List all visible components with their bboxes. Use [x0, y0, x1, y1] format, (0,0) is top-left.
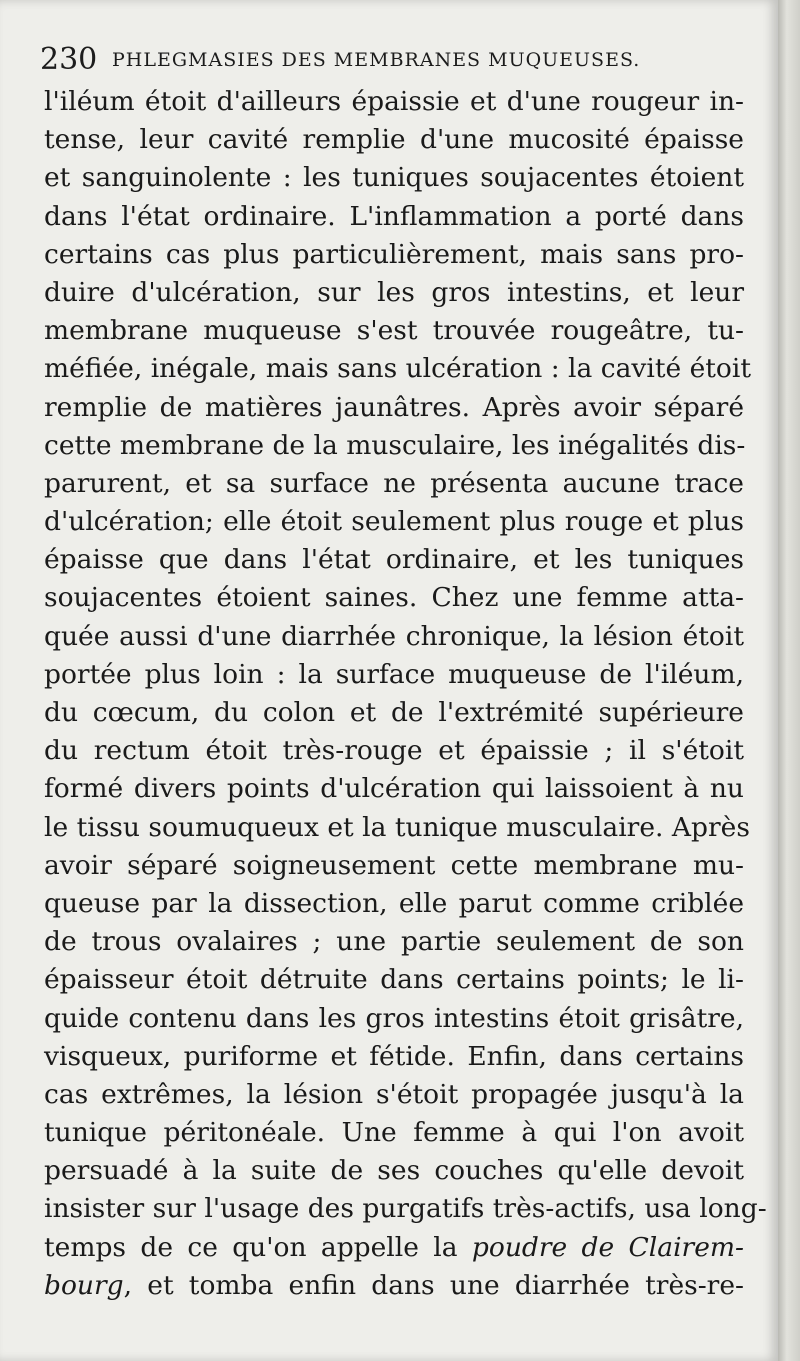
running-head: PHLEGMASIES DES MEMBRANES MUQUEUSES. [112, 49, 641, 71]
text-line: avoir séparé soigneusement cette membrane mu- [44, 849, 744, 881]
text-line: tense, leur cavité remplie d'une mucosité épaisse [44, 124, 744, 156]
text-line: et sanguinolente : les tuniques soujacentes étoient [44, 162, 744, 194]
text-segment: , et tomba enfin dans une diarrhée très-re- [123, 1269, 744, 1301]
text-line: certains cas plus particulièrement, mais sans pro- [44, 238, 744, 270]
text-line: duire d'ulcération, sur les gros intestins, et leur [44, 276, 744, 308]
text-line: visqueux, puriforme et fétide. Enfin, dans certains [44, 1040, 744, 1072]
text-line: formé divers points d'ulcération qui laissoient à nu [44, 773, 744, 805]
page-edge [778, 0, 800, 1361]
text-line: cas extrêmes, la lésion s'étoit propagée jusqu'à la [44, 1078, 744, 1110]
text-segment: temps de ce qu'on appelle la [44, 1231, 472, 1263]
page-number: 230 [40, 42, 98, 77]
text-line: membrane muqueuse s'est trouvée rougeâtre, tu- [44, 315, 744, 347]
body-text [44, 83, 767, 1305]
text-line: parurent, et sa surface ne présenta aucune trace [44, 467, 744, 499]
text-line: d'ulcération; elle étoit seulement plus rouge et plus [44, 506, 744, 538]
text-line: épaisse que dans l'état ordinaire, et les tuniques [44, 544, 744, 576]
text-line: du rectum étoit très-rouge et épaissie ; il s'étoit [44, 735, 744, 767]
text-line: insister sur l'usage des purgatifs très-actifs, usa long- [44, 1193, 767, 1225]
text-line: épaisseur étoit détruite dans certains points; le li- [44, 964, 744, 996]
text-line: soujacentes étoient saines. Chez une femme atta- [44, 582, 744, 614]
text-line: queuse par la dissection, elle parut comme criblée [44, 887, 744, 919]
text-line: persuadé à la suite de ses couches qu'elle devoit [44, 1155, 744, 1187]
text-line [44, 1229, 744, 1267]
italic-text: poudre de Clairem- [471, 1231, 744, 1263]
text-line: du cœcum, du colon et de l'extrémité supérieure [44, 697, 744, 728]
italic-text: bourg [44, 1269, 124, 1301]
text-line: le tissu soumuqueux et la tunique musculaire. Après [44, 811, 750, 843]
text-line: de trous ovalaires ; une partie seulement de son [44, 926, 744, 958]
page-header [40, 40, 680, 80]
text-line: portée plus loin : la surface muqueuse de l'iléum, [44, 658, 744, 690]
text-line: quée aussi d'une diarrhée chronique, la lésion étoit [44, 620, 744, 652]
text-line: cette membrane de la musculaire, les inégalités dis- [44, 429, 746, 461]
text-line: tunique péritonéale. Une femme à qui l'on avoit [44, 1117, 744, 1149]
text-line: remplie de matières jaunâtres. Après avoir séparé [44, 391, 744, 423]
text-line: dans l'état ordinaire. L'inflammation a porté dans [44, 200, 744, 232]
text-line: l'iléum étoit d'ailleurs épaissie et d'une rougeur in- [44, 86, 744, 117]
text-line [44, 1267, 744, 1305]
text-line: méfiée, inégale, mais sans ulcération : la cavité étoit [44, 353, 752, 385]
text-line: quide contenu dans les gros intestins étoit grisâtre, [44, 1002, 744, 1034]
